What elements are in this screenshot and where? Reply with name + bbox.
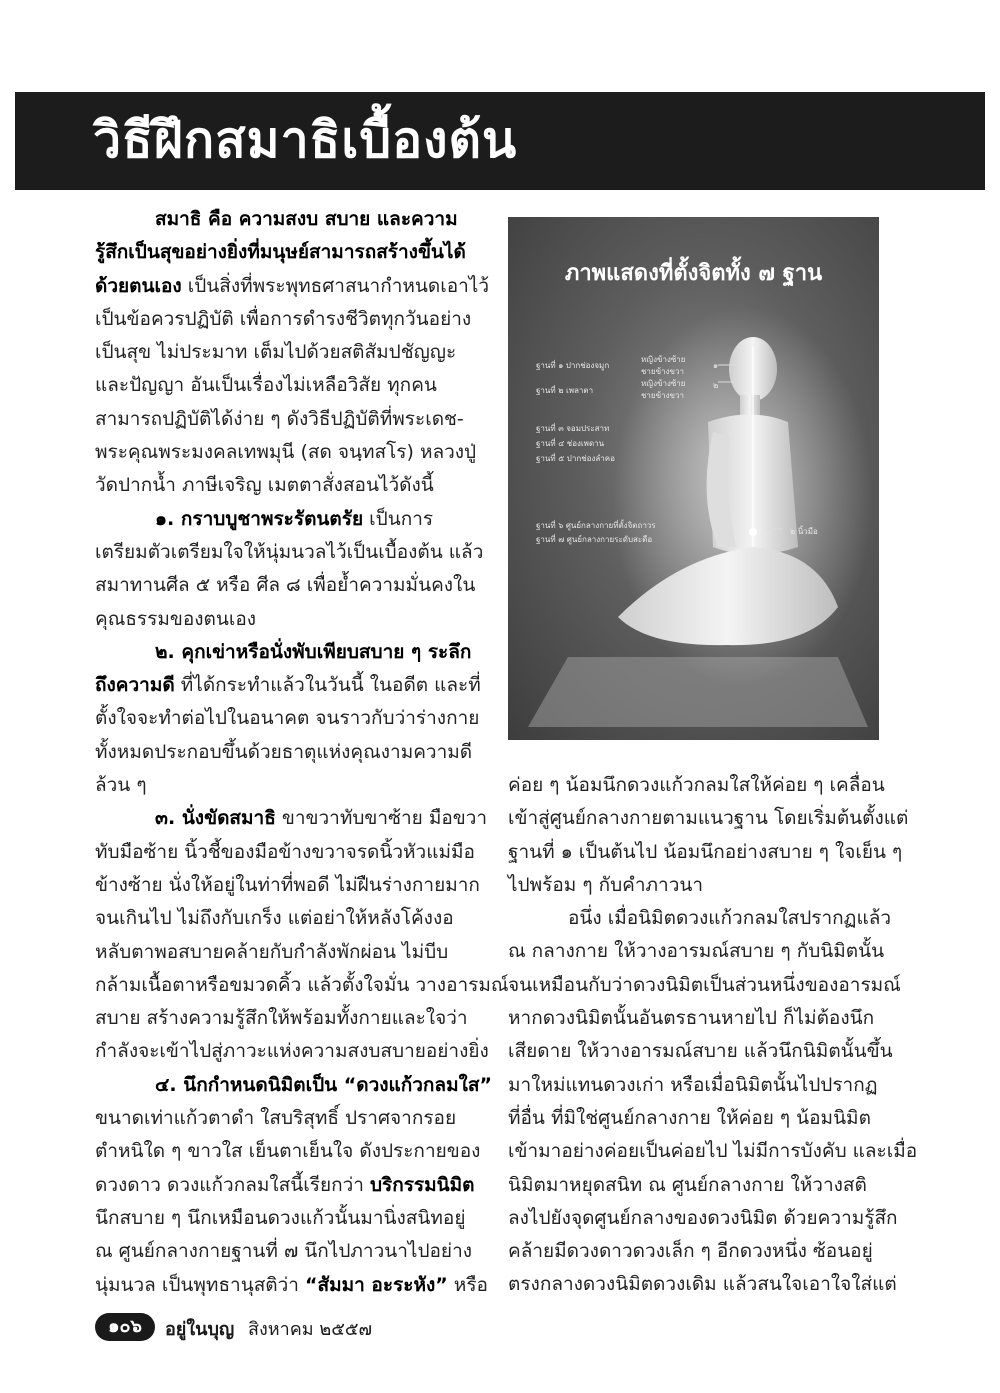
text-segment: นุ่มนวล เป็นพุทธานุสติว่า	[95, 1273, 306, 1296]
text-segment: มาใหม่แทนดวงเก่า หรือเมื่อนิมิตนั้นไปปรากฏ	[508, 1073, 878, 1096]
text-segment: ค่อย ๆ น้อมนึกดวงแก้วกลมใสให้ค่อย ๆ เคลื่อน	[508, 774, 885, 796]
text-segment: เป็นการ	[363, 507, 434, 530]
label-base7: ฐานที่ ๗ ศูนย์กลางกายระดับสะดือ	[536, 535, 653, 544]
text-segment: หลับตาพอสบายคล้ายกับกำลังพักผ่อน ไม่บีบ	[95, 940, 449, 963]
label-base3: ฐานที่ ๓ จอมประสาท	[536, 424, 610, 433]
bold-text: “สัมมา อะระหัง”	[305, 1273, 448, 1296]
text-line	[95, 936, 468, 969]
text-line	[95, 1135, 481, 1168]
magazine-name: อยู่ในบุญ	[165, 1319, 235, 1340]
text-line	[95, 1235, 473, 1268]
text-segment: คุณธรรมของตนเอง	[95, 607, 257, 630]
label-eye-left: หญิงข้างซ้าย	[641, 379, 686, 388]
text-segment: ตำหนิใด ๆ ขาวใส เย็นตาเย็นใจ ดังประกายของ	[95, 1140, 481, 1163]
text-line	[95, 236, 468, 269]
text-segment: ทับมือซ้าย นิ้วชี้ของมือข้างขวาจรดนิ้วหัวแม่มือ	[95, 840, 475, 863]
label-nose-right: ชายข้างขวา	[641, 367, 684, 376]
text-line	[508, 1069, 880, 1102]
text-line	[508, 1268, 897, 1301]
paragraph	[95, 802, 509, 1068]
text-segment: จนเกินไป ไม่ถึงกับเกร็ง แต่อย่าให้หลังโค้งงอ	[95, 907, 454, 930]
text-segment: วัดปากน้ำ ภาษีเจริญ เมตตาสั่งสอนไว้ดังนี้	[95, 474, 434, 497]
page-title: วิธีฝึกสมาธิเบื้องต้น	[93, 111, 518, 169]
bold-text: ๓. นั่งขัดสมาธิ	[155, 807, 276, 830]
bold-text: ๑. กราบบูชาพระรัตนตรัย	[155, 507, 364, 530]
text-segment: ตั้งใจจะทำต่อไปในอนาคต จนราวกับว่าร่างกาย	[95, 707, 480, 730]
text-line	[508, 769, 885, 802]
text-line	[95, 336, 468, 369]
bold-text: รู้สึกเป็นสุขอย่างยิ่งที่มนุษย์สามารถสร้างขึ้นได้	[95, 241, 466, 264]
paragraph	[95, 203, 490, 503]
text-line	[95, 270, 490, 303]
label-base4: ฐานที่ ๔ ช่องเพดาน	[536, 439, 605, 448]
text-segment: เสียดาย ให้วางอารมณ์สบาย แล้วนึกนิมิตนั้นขึ้น	[508, 1040, 893, 1063]
text-line	[508, 1135, 918, 1168]
text-segment: เป็นข้อควรปฏิบัติ เพื่อการดำรงชีวิตทุกวันอย่าง	[95, 307, 472, 330]
text-segment: พระคุณพระมงคลเทพมุนี (สด จนฺทสโร) หลวงปู่	[95, 441, 477, 464]
label-base5: ฐานที่ ๕ ปากช่องลำคอ	[536, 454, 615, 463]
text-segment: กล้ามเนื้อตาหรือขมวดคิ้ว แล้วตั้งใจมั่น วางอารมณ์	[95, 973, 509, 996]
left-column	[95, 203, 509, 1302]
bold-text: ๒. คุกเข่าหรือนั่งพับเพียบสบาย ๆ ระลึก	[155, 640, 472, 663]
text-line	[508, 1035, 893, 1068]
text-segment: สามารถปฏิบัติได้ง่าย ๆ ดังวิธีปฏิบัติที่พระเดช-	[95, 407, 464, 430]
text-segment: หากดวงนิมิตนั้นอันตรธานหายไป ก็ไม่ต้องนึก	[508, 1007, 875, 1030]
text-line	[95, 836, 475, 869]
text-line	[95, 802, 488, 835]
meditating-figure-illustration	[508, 217, 879, 740]
text-line	[508, 1235, 880, 1268]
bold-text: บริกรรมนิมิต	[369, 1173, 475, 1196]
paragraph	[508, 769, 909, 902]
text-line	[95, 469, 468, 502]
text-line	[95, 769, 468, 802]
text-segment: เป็นสิ่งที่พระพุทธศาสนากำหนดเอาไว้	[181, 274, 490, 297]
text-segment: ณ ศูนย์กลางกายฐานที่ ๗ นึกไปภาวนาไปอย่าง	[95, 1240, 473, 1263]
label-nose-left: หญิงข้างซ้าย	[641, 355, 686, 364]
text-segment: ทั้งหมดประกอบขึ้นด้วยธาตุแห่งคุณงามความดี	[95, 740, 473, 763]
text-segment: ฐานที่ ๑ เป็นต้นไป น้อมนึกอย่างสบาย ๆ ใจเย็น ๆ	[508, 840, 903, 863]
paragraph	[508, 902, 918, 1302]
text-line	[95, 503, 468, 536]
text-segment: ณ กลางกาย ให้วางอารมณ์สบาย ๆ กับนิมิตนั้น	[508, 940, 885, 963]
text-line	[508, 802, 909, 835]
text-line	[508, 969, 901, 1002]
text-segment: ที่ได้กระทำแล้วในวันนี้ ในอดีต และที่	[174, 674, 481, 697]
figure-title: ภาพแสดงที่ตั้งจิตทั้ง ๗ ฐาน	[564, 261, 823, 286]
text-segment: อนึ่ง เมื่อนิมิตดวงแก้วกลมใสปรากฏแล้ว	[568, 907, 891, 930]
label-eye-right: ชายข้างขวา	[641, 391, 684, 400]
text-segment: เข้าสู่ศูนย์กลางกายตามแนวฐาน โดยเริ่มต้นตั้งแต่	[508, 807, 909, 830]
text-line	[508, 902, 891, 935]
label-base1: ฐานที่ ๑ ปากช่องจมูก	[536, 361, 610, 370]
text-line	[508, 1202, 898, 1235]
label-num-2: ๒	[713, 381, 719, 390]
paragraph	[95, 1069, 492, 1302]
text-line	[508, 1102, 880, 1135]
text-segment: เป็นสุข ไม่ประมาท เต็มไปด้วยสติสัมปชัญญะ	[95, 341, 457, 364]
text-segment: ตรงกลางดวงนิมิตดวงเดิม แล้วสนใจเอาใจใส่แต่	[508, 1273, 897, 1296]
bold-text: ๔. นึกกำหนดนิมิตเป็น “ดวงแก้วกลมใส”	[155, 1073, 492, 1096]
text-line	[95, 1269, 488, 1302]
label-num-1: ๑	[713, 361, 719, 370]
text-segment: ไปพร้อม ๆ กับคำภาวนา	[508, 873, 704, 896]
paragraph	[95, 503, 484, 636]
text-line	[95, 669, 481, 702]
text-segment: ลงไปยังจุดศูนย์กลางของดวงนิมิต ด้วยความรู้สึก	[508, 1206, 898, 1229]
label-fingers: ๒ นิ้วมือ	[790, 527, 818, 536]
text-line	[95, 1002, 468, 1035]
text-segment: ที่อื่น ที่มิใช่ศูนย์กลางกาย ให้ค่อย ๆ น้อมนิมิต	[508, 1106, 871, 1129]
text-line	[95, 902, 468, 935]
text-segment: ขนาดเท่าแก้วตาดำ ใสบริสุทธิ์ ปราศจากรอย	[95, 1107, 457, 1130]
footer	[95, 1313, 495, 1343]
text-line	[508, 1169, 880, 1202]
text-line	[95, 1202, 468, 1235]
text-line	[95, 436, 477, 469]
text-line	[95, 702, 480, 735]
text-line	[508, 869, 880, 902]
text-line	[508, 836, 903, 869]
bold-text: ด้วยตนเอง	[95, 274, 182, 297]
text-line	[95, 736, 473, 769]
text-segment: ล้วน ๆ	[95, 774, 147, 797]
bold-text: ถึงความดี	[95, 674, 175, 697]
text-segment: กำลังจะเข้าไปสู่ภาวะแห่งความสงบสบายอย่างยิ่ง	[95, 1040, 489, 1063]
text-segment: เข้ามาอย่างค่อยเป็นค่อยไป ไม่มีการบังคับ และเมื่อ	[508, 1140, 918, 1163]
figure-seven-bases	[508, 217, 879, 740]
bold-text: สมาธิ คือ ความสงบ สบาย และความ	[155, 208, 458, 230]
text-line	[95, 403, 468, 436]
text-line	[95, 1169, 475, 1202]
text-line	[95, 1069, 492, 1102]
text-line	[95, 636, 472, 669]
text-line	[95, 1102, 468, 1135]
issue-date: สิงหาคม ๒๕๕๗	[248, 1319, 373, 1340]
text-segment: นึกสบาย ๆ นึกเหมือนดวงแก้วนั้นมานิ่งสนิทอยู่	[95, 1206, 466, 1229]
text-line	[508, 935, 885, 968]
text-line	[95, 369, 468, 402]
text-segment: จนเหมือนกับว่าดวงนิมิตเป็นส่วนหนึ่งของอารมณ์	[508, 973, 901, 996]
text-line	[95, 869, 480, 902]
right-column	[508, 769, 918, 1302]
text-segment: คล้ายมีดวงดาวดวงเล็ก ๆ อีกดวงหนึ่ง ซ้อนอยู่	[508, 1240, 873, 1263]
text-line	[95, 603, 468, 636]
text-segment: หรือ	[447, 1273, 488, 1296]
text-segment: สบาย สร้างความรู้สึกให้พร้อมทั้งกายและใจว่า	[95, 1007, 468, 1030]
label-base2: ฐานที่ ๒ เพลาตา	[536, 386, 594, 395]
page-number: ๑๐๖	[95, 1313, 155, 1341]
text-segment: ดวงดาว ดวงแก้วกลมใสนี้เรียกว่า	[95, 1173, 370, 1196]
text-segment: ขาขวาทับขาซ้าย มือขวา	[275, 807, 488, 830]
text-line	[508, 1002, 880, 1035]
title-bar	[15, 92, 985, 190]
text-segment: ข้างซ้าย นั่งให้อยู่ในท่าที่พอดี ไม่ฝืนร่างกายมาก	[95, 873, 480, 896]
text-segment: และปัญญา อันเป็นเรื่องไม่เหลือวิสัย ทุกคน	[95, 374, 437, 397]
text-line	[95, 536, 484, 569]
text-segment: เตรียมตัวเตรียมใจให้นุ่มนวลไว้เป็นเบื้องต้น แล้ว	[95, 540, 484, 563]
text-segment: นิมิตมาหยุดสนิท ณ ศูนย์กลางกาย ให้วางสติ	[508, 1173, 867, 1196]
text-line	[95, 1035, 489, 1068]
text-line	[95, 203, 468, 236]
text-line	[95, 569, 476, 602]
text-segment: สมาทานศีล ๕ หรือ ศีล ๘ เพื่อย้ำความมั่นคงใน	[95, 574, 476, 597]
label-base6: ฐานที่ ๖ ศูนย์กลางกายที่ตั้งจิตถาวร	[536, 521, 656, 530]
paragraph	[95, 636, 481, 802]
text-line	[95, 303, 472, 336]
text-line	[95, 969, 509, 1002]
